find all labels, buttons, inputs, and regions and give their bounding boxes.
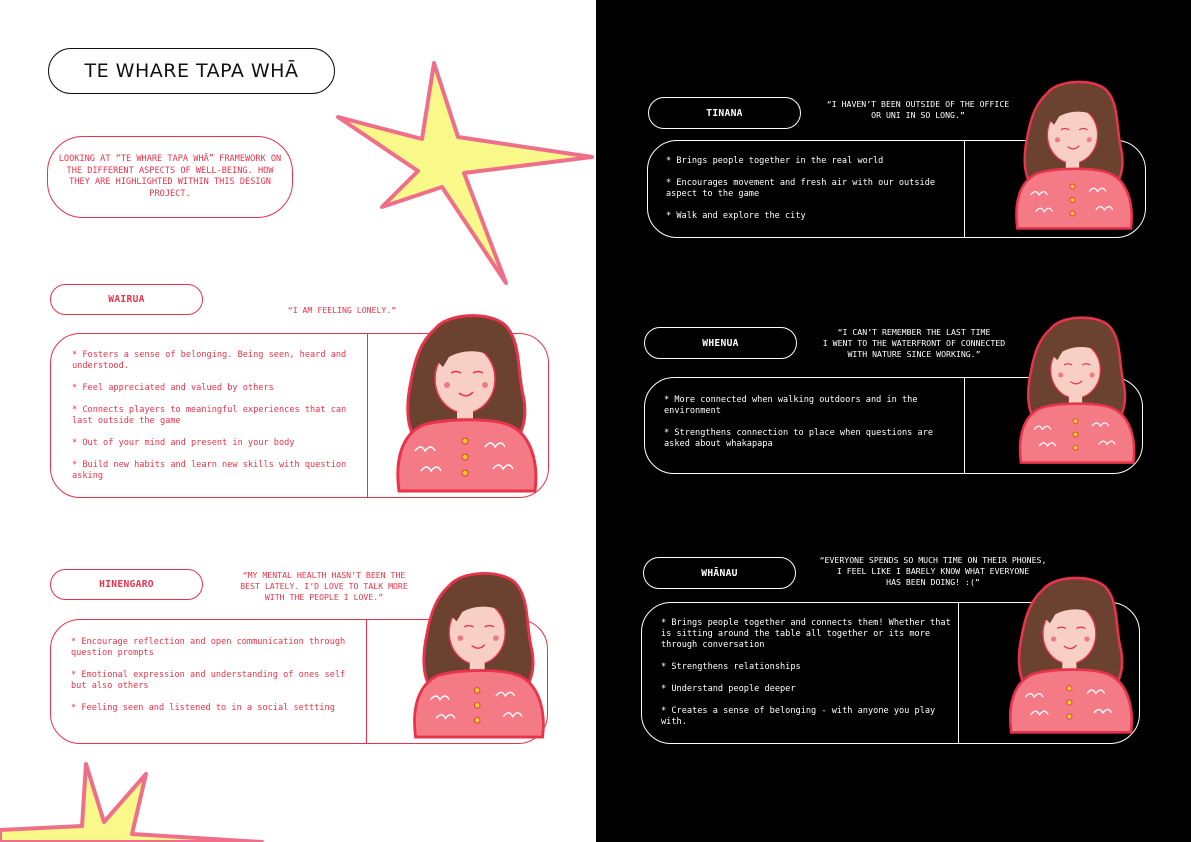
girl-illustration-whanau [1006,572,1138,736]
hinengaro-point: * Feeling seen and listened to in a social settting [71,703,356,714]
girl-illustration-whenua [1016,313,1140,465]
wairua-point: * Out of your mind and present in your body [72,438,357,449]
whenua-quote-line: WITH NATURE SINCE WORKING.” [847,349,981,359]
hinengaro-quote-line: BEST LATELY. I’D LOVE TO TALK MORE [240,581,408,591]
girl-illustration-hinengaro [410,568,550,740]
wairua-point: * Build new habits and learn new skills with question asking [72,460,357,482]
whanau-point: * Understand people deeper [661,684,951,695]
wairua-quote: “I AM FEELING LONELY.” [287,305,397,315]
whenua-point: * Strengthens connection to place when questions are asked about whakapapa [664,428,954,450]
tinana-card-divider [964,141,965,237]
whenua-quote [806,327,1022,360]
wairua-point: * Connects players to meaningful experiences that can last outside the game [72,405,357,427]
whanau-points [661,618,951,739]
title-pill [48,48,335,94]
intro-pill [47,136,293,218]
tinana-label: TINANA [706,107,743,119]
hinengaro-quote [214,570,434,603]
hinengaro-point: * Encourage reflection and open communication through question prompts [71,637,356,659]
wairua-point: * Feel appreciated and valued by others [72,383,357,394]
hinengaro-quote-line: “MY MENTAL HEALTH HASN’T BEEN THE [242,570,406,580]
hinengaro-point: * Emotional expression and understanding of ones self but also others [71,670,356,692]
hinengaro-quote-line: WITH THE PEOPLE I LOVE.” [264,592,384,602]
whenua-quote-line: I WENT TO THE WATERFRONT OF CONNECTED [822,338,1006,348]
whenua-quote-line: “I CAN’T REMEMBER THE LAST TIME [837,327,991,337]
hinengaro-card-divider [366,620,367,743]
tinana-point: * Walk and explore the city [666,211,956,222]
whenua-label: WHENUA [702,337,739,349]
whanau-quote-line: HAS BEEN DOING! :(” [886,577,980,587]
tinana-quote [808,99,1028,121]
whenua-card-divider [964,378,965,473]
whanau-card-divider [958,603,959,743]
hinengaro-points [71,637,356,725]
girl-illustration-tinana [1012,78,1138,230]
whanau-point: * Creates a sense of belonging - with anyone you play with. [661,706,951,728]
wairua-point: * Fosters a sense of belonging. Being seen, heard and understood. [72,350,357,372]
whenua-label-pill [644,327,797,359]
whanau-point: * Strengthens relationships [661,662,951,673]
whenua-points [664,395,954,461]
wairua-label-pill [50,284,203,315]
hinengaro-label-pill [50,569,203,600]
small-star-decoration [0,760,270,842]
tinana-quote-line: OR UNI IN SO LONG.” [871,110,965,120]
whenua-point: * More connected when walking outdoors and in the environment [664,395,954,417]
whanau-quote-line: I FEEL LIKE I BARELY KNOW WHAT EVERYONE [836,566,1030,576]
intro-text: LOOKING AT “TE WHARE TAPA WHĀ” FRAMEWORK ON THE DIFFERENT ASPECTS OF WELL-BEING. HOW THEY ARE HIGHLIGHTED WITHIN THIS DESIGN PROJECT. [58,154,282,199]
wairua-points [72,350,357,493]
large-star-decoration [330,55,600,290]
whanau-point: * Brings people together and connects them! Whether that is sitting around the table all together or its more through conversation [661,618,951,651]
tinana-points [666,156,956,233]
girl-illustration-wairua [393,311,543,493]
wairua-label: WAIRUA [108,294,145,305]
hinengaro-label: HINENGARO [99,579,154,590]
whanau-label-pill [643,557,796,589]
wairua-card-divider [367,334,368,497]
whanau-label: WHĀNAU [701,567,738,579]
tinana-label-pill [648,97,801,129]
tinana-point: * Encourages movement and fresh air with our outside aspect to the game [666,178,956,200]
tinana-point: * Brings people together in the real world [666,156,956,167]
page-title: TE WHARE TAPA WHĀ [84,60,299,82]
tinana-quote-line: “I HAVEN’T BEEN OUTSIDE OF THE OFFICE [826,99,1010,109]
whanau-quote-line: “EVERYONE SPENDS SO MUCH TIME ON THEIR PHONES, [819,555,1047,565]
